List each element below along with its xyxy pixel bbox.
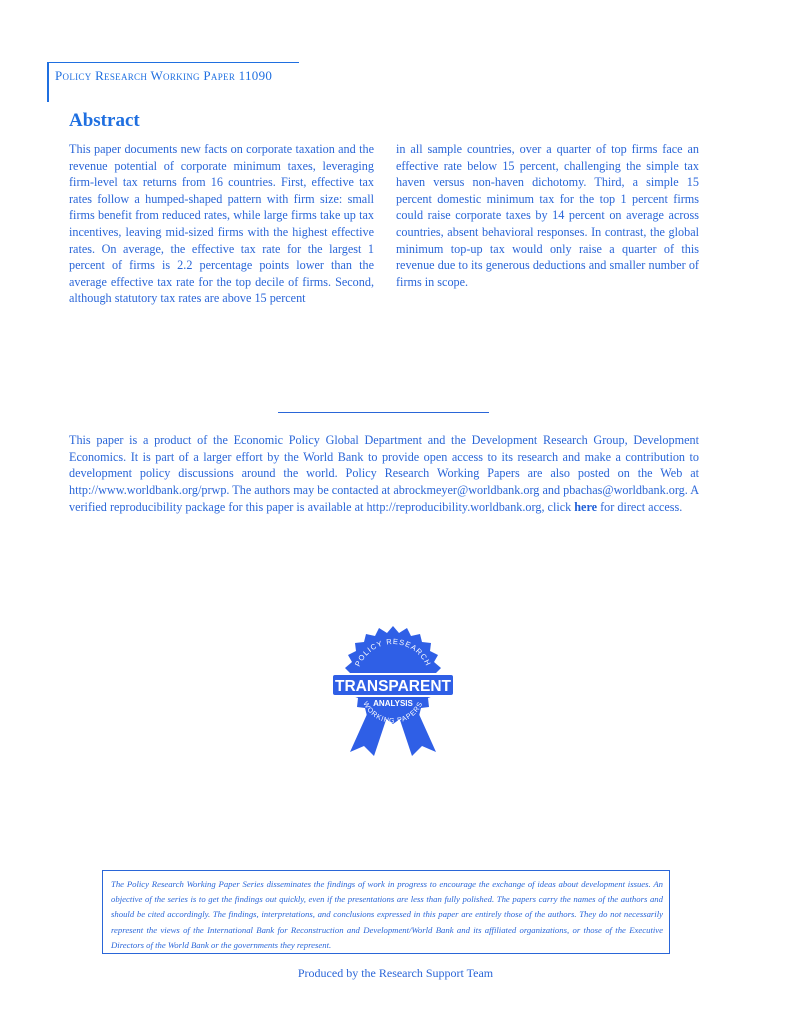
abstract-heading: Abstract <box>69 110 140 131</box>
abstract-right-column: in all sample countries, over a quarter of top firms face an effective rate below 15 percent, challenging the simple tax haven versus non-haven dichotomy. Third, a simple 15 percent domestic minimum tax for the top 1 percent firms could raise corporate taxes by 14 percent on average across countries, absent behavioral responses. In contrast, the global minimum top-up tax would only raise a quarter of this revenue due to its generous deductions and smaller number of firms in scope. <box>396 142 699 289</box>
seal-line2: ANALYSIS <box>373 699 413 708</box>
seal-arc-top: POLICY RESEARCH <box>353 636 433 668</box>
header-vertical-rule <box>47 62 49 102</box>
disclaimer-text: The Policy Research Working Paper Series disseminates the findings of work in progress to encourage the exchange of ideas about development issues. An objective of the series is to get the findings out quickly, even if the presentations are less than fully polished. The papers carry the names of the authors and should be cited accordingly. The findings, interpretations, and conclusions expressed in this paper are entirely those of the authors. They do not necessarily represent the views of the International Bank for Reconstruction and Development/World Bank and its affiliated organizations, or those of the Executive Directors of the World Bank or the governments they represent. <box>111 879 663 950</box>
seal-banner-text: TRANSPARENT <box>335 678 451 695</box>
seal-arc-bottom: WORKING PAPERS <box>361 700 425 725</box>
section-divider <box>278 412 489 413</box>
transparent-analysis-seal <box>330 624 456 756</box>
header-horizontal-rule <box>47 62 299 63</box>
produced-by-footer: Produced by the Research Support Team <box>297 966 494 980</box>
disclaimer-box <box>102 870 670 954</box>
abstract-left-column: This paper documents new facts on corporate taxation and the revenue potential of corporate minimum taxes, leveraging firm-level tax returns from 16 countries. First, effective tax rates follow a humped-shaped pattern with firm size: small firms benefit from reduced rates, while large firms take up tax incentives, leaving mid-sized firms with the highest effective rates. On average, the effective tax rate for the largest 1 percent of firms is 2.2 percentage points lower than the average effective tax rate for the top decile of firms. Second, although statutory tax rates are above 15 percent <box>69 142 374 306</box>
product-statement <box>69 432 699 516</box>
series-title: Policy Research Working Paper 11090 <box>55 68 273 83</box>
product-statement-tail: for direct access. <box>597 499 683 514</box>
product-statement-text: This paper is a product of the Economic Policy Global Department and the Development Research Group, Development Economics. It is part of a larger effort by the World Bank to provide open access to its research and make a contribution to development policy discussions around the world. Policy Research Working Papers are also posted on the Web at http://www.worldbank.org/prwp. The authors may be contacted at abrockmeyer@worldbank.org and pbachas@worldbank.org. A verified reproducibility package for this paper is available at http://reproducibility.worldbank.org, click <box>69 433 699 514</box>
here-link[interactable]: here <box>574 499 598 514</box>
